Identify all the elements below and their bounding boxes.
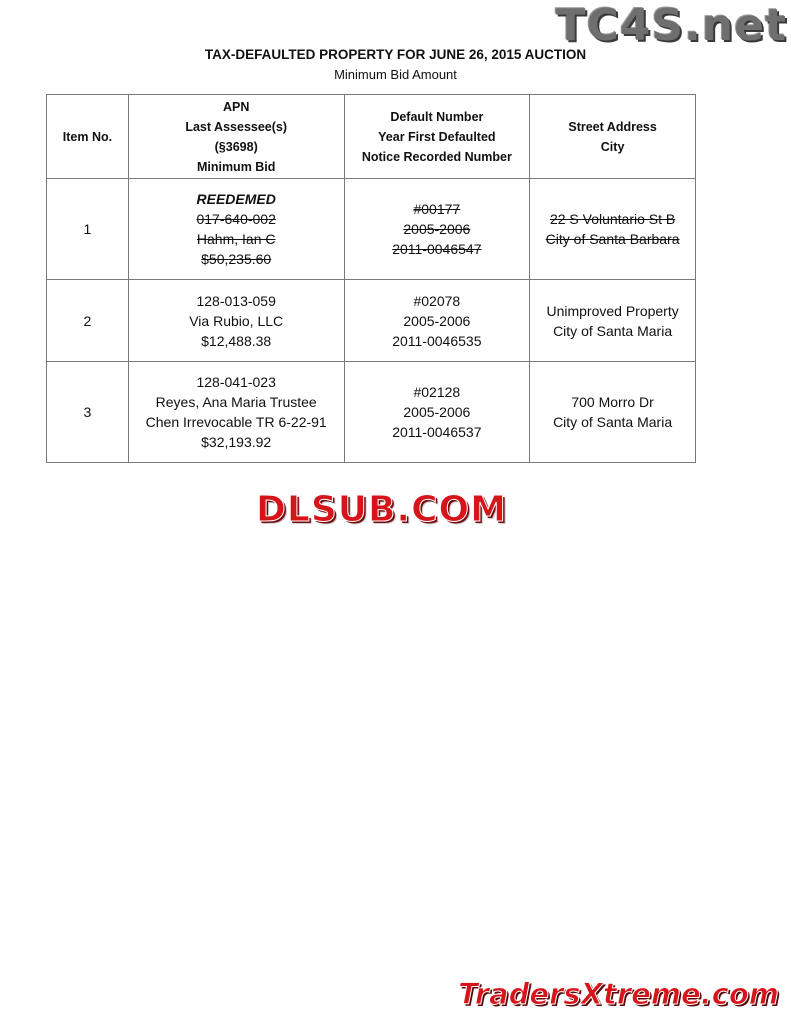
- street-address: 700 Morro Dr: [571, 394, 654, 410]
- redeemed-label: REEDEMED: [196, 191, 276, 207]
- default-cell: [344, 280, 530, 362]
- header-default-line: Year First Defaulted: [378, 129, 496, 144]
- assessee-name: Hahm, Ian C: [196, 231, 276, 247]
- apn-number: 017-640-002: [196, 211, 276, 227]
- header-apn-line: Last Assessee(s): [185, 119, 288, 134]
- year-first-defaulted: 2005-2006: [403, 404, 471, 420]
- default-number: #00177: [413, 201, 461, 217]
- dlsub-watermark: DLSUB.COM: [256, 489, 507, 530]
- header-default: [344, 95, 530, 179]
- address-cell: [530, 179, 696, 280]
- header-apn-line: (§3698): [214, 139, 258, 154]
- header-apn: [128, 95, 344, 179]
- address-cell: [530, 362, 696, 463]
- minimum-bid: $32,193.92: [201, 434, 272, 450]
- item-number: 3: [47, 362, 129, 463]
- notice-recorded-number: 2011-0046547: [392, 241, 482, 257]
- notice-recorded-number: 2011-0046537: [392, 424, 482, 440]
- city: City of Santa Barbara: [545, 231, 680, 247]
- apn-cell: [128, 280, 344, 362]
- document-title: TAX-DEFAULTED PROPERTY FOR JUNE 26, 2015 AUCTION: [204, 47, 587, 62]
- header-address-line: Street Address: [568, 119, 657, 134]
- apn-number: 128-041-023: [196, 374, 276, 390]
- default-number: #02128: [413, 384, 461, 400]
- apn-cell: [128, 179, 344, 280]
- table-header-row: [47, 95, 696, 179]
- default-cell: [344, 179, 530, 280]
- assessee-name: Via Rubio, LLC: [189, 312, 284, 329]
- apn-number: 128-013-059: [196, 292, 276, 309]
- tradersxtreme-watermark: TradersXtreme.com: [458, 977, 779, 1011]
- header-apn-line: Minimum Bid: [196, 159, 276, 174]
- minimum-bid: $50,235.60: [201, 251, 272, 267]
- minimum-bid: $12,488.38: [201, 332, 272, 349]
- assessee-name-cont: Chen Irrevocable TR 6-22-91: [145, 414, 327, 430]
- item-number: 2: [47, 280, 129, 362]
- address-cell: [530, 280, 696, 362]
- year-first-defaulted: 2005-2006: [403, 221, 471, 237]
- header-address: [530, 95, 696, 179]
- assessee-name: Reyes, Ana Maria Trustee: [155, 394, 317, 410]
- table-row: [47, 280, 696, 362]
- header-default-line: Notice Recorded Number: [361, 149, 512, 164]
- table-row: [47, 179, 696, 280]
- street-address: 22 S Voluntario St B: [549, 211, 676, 227]
- year-first-defaulted: 2005-2006: [403, 312, 471, 329]
- item-number: 1: [47, 179, 129, 280]
- notice-recorded-number: 2011-0046535: [392, 332, 482, 349]
- header-default-line: Default Number: [390, 109, 484, 124]
- default-number: #02078: [413, 292, 461, 309]
- city: City of Santa Maria: [553, 414, 673, 430]
- apn-cell: [128, 362, 344, 463]
- property-table: [46, 94, 696, 463]
- default-cell: [344, 362, 530, 463]
- header-item-no: Item No.: [47, 95, 129, 179]
- header-apn-line: APN: [222, 99, 250, 114]
- header-address-line: City: [600, 139, 625, 154]
- document-subtitle: Minimum Bid Amount: [334, 67, 457, 82]
- city: City of Santa Maria: [553, 322, 673, 339]
- tc4s-watermark: TC4S.net: [555, 0, 787, 51]
- table-row: [47, 362, 696, 463]
- street-address: Unimproved Property: [546, 302, 679, 319]
